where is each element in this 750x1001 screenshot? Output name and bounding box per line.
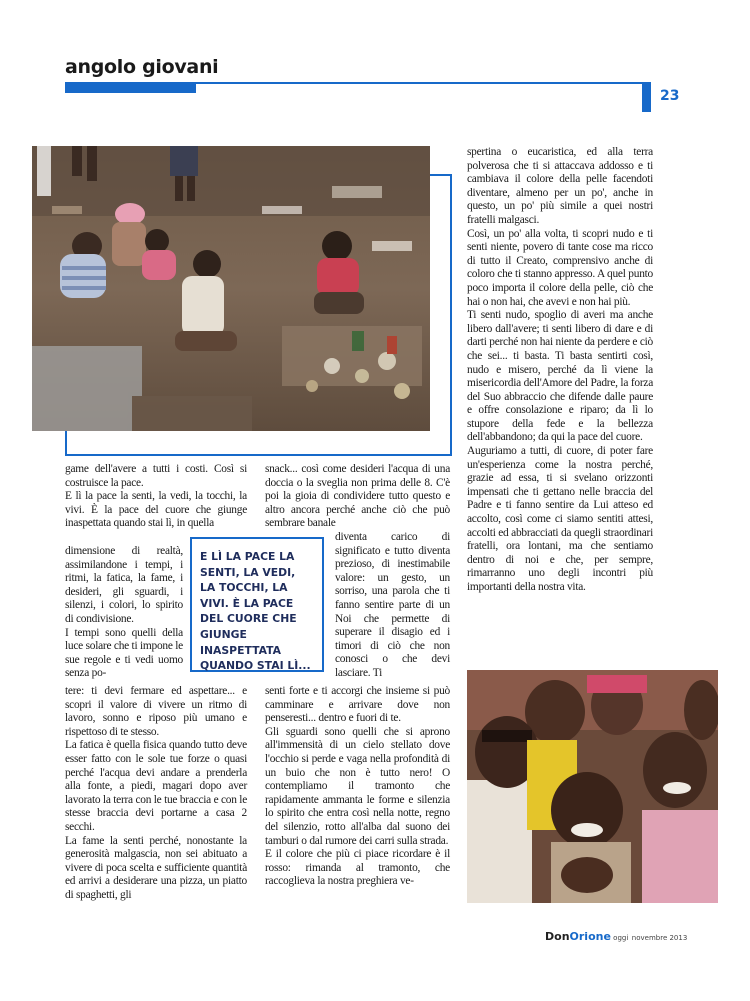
paragraph: game dell'avere a tutti i costi. Così si costruisce la pace.: [65, 463, 247, 489]
section-title: angolo giovani: [65, 56, 219, 78]
paragraph: Ti senti nudo, spoglio di averi ma anche libero dall'avere; ti senti libero di dare e di darti perché non hai niente da perdere e ciò che sei... ti basta. Ti basta sentirti così, nudo e misero, perché da lì viene la misericordia dell'Amore del Padre, la forza del Suo abbraccio che difende dalle paure e offre consolazione e riparo; da lì lo stupore della fede e la bellezza dell'abbandono; da qui la pace del cuore.: [467, 309, 653, 444]
text-column-2-top: [265, 463, 450, 531]
photo-frame-line: [430, 174, 452, 176]
photo-frame-line: [65, 454, 452, 456]
paragraph: La fame la senti perché, nonostante la generosità malgascia, non sei abituato a vivere di poca scelta e sufficiente quantità ed arrivi a desiderare una pizza, un piatto di spaghetti, gli: [65, 834, 247, 901]
children-dump-photo: [32, 146, 430, 431]
paragraph: I tempi sono quelli della luce solare che ti impone le sue regole e ti vedi uomo senza po-: [65, 626, 183, 680]
brand-orione: Orione: [569, 930, 611, 943]
paragraph: snack... così come desideri l'acqua di una doccia o la sveglia non prima delle 8. C'è poi la gioia di condividere tutto questo e altro ancora perché anche ciò che può sembrare banale: [265, 463, 450, 530]
text-column-1-top: [65, 463, 247, 531]
paragraph: spertina o eucaristica, ed alla terra polverosa che ti si attaccava addosso e ti cambiava il colore della pelle facendoti diventare, almeno per un po', anche in questo, un po' più simile a quei nostri fratelli malgasci.: [467, 146, 653, 226]
text-column-3: [467, 146, 653, 595]
page-tab: [642, 82, 651, 112]
photo-frame-line: [65, 430, 67, 456]
paragraph: senti forte e ti accorgi che insieme si può camminare e arrivare dove non penseresti... dentro e fuori di te.: [265, 685, 450, 725]
paragraph: tere: ti devi fermare ed aspettare... e scopri il valore di vivere un ritmo di lavoro, sonno e riposo più umano e rispettoso di te stesso.: [65, 685, 247, 738]
header-rule: [196, 82, 642, 84]
photo-frame-line: [450, 174, 452, 456]
pull-quote: E LÌ LA PACE LA SENTI, LA VEDI, LA TOCCHI, LA VIVI. È LA PACE DEL CUORE CHE GIUNGE INASPETTATA QUANDO STAI LÌ...: [190, 537, 324, 672]
text-column-2-bottom: [265, 685, 450, 889]
paragraph: La fatica è quella fisica quando tutto deve esser fatto con le sole tue forze o quasi perché l'acqua devi andare a prenderla alla fonte, a piedi, magari dopo aver lavorato la terra con le tue braccia e con le stesse braccia devi portarne a casa 2 secchi.: [65, 739, 247, 833]
text-column-1-wrap: [65, 545, 183, 681]
header-accent-bar: [65, 82, 196, 93]
paragraph: E lì la pace la senti, la vedi, la tocchi, la vivi. È la pace del cuore che giunge inaspettata quando stai lì, in quella: [65, 490, 247, 530]
issue-date: novembre 2013: [631, 934, 688, 942]
paragraph: Gli sguardi sono quelli che si aprono all'immensità di un cielo stellato dove l'occhio si perde e vaga nella profondità di un buio che non è tutto nero! O contempliamo il tramonto che rapidamente ammanta le forme e silenzia lo spirito che entra così nella notte, regno del silenzio, rotto all'alba dal suono dei tamburi o dal rumore dei carri sulla strada.: [265, 725, 450, 847]
paragraph: diventa carico di significato e tutto diventa prezioso, di inestimabile valore: un gesto, un sorriso, una parola che ti fanno sentire parte di un Noi che permette di superare il disagio ed i timori di ciò che non conosci o che devi lasciare. Ti: [335, 531, 450, 679]
text-column-2-wrap: [335, 531, 450, 681]
smiling-children-photo: [467, 670, 718, 903]
brand-oggi: oggi: [613, 934, 629, 942]
page-number: 23: [660, 88, 680, 104]
footer-brand: [545, 930, 687, 943]
paragraph: Auguriamo a tutti, di cuore, di poter fare un'esperienza come la nostra perché, grazie ad essa, ti si svelano orizzonti impensati che ti gettano nelle braccia del Padre e ti fanno sentire da Lui atteso ed accolto, così come ci siamo sentiti attesi, accolti ed abbracciati da quegli straordinari fratelli, ora lontani, ma che sentiamo dentro di noi e che, per sempre, rimarranno uno degli incontri più importanti della nostra vita.: [467, 445, 653, 593]
paragraph: E il colore che più ci piace ricordare è il rosso: rimanda al tramonto, che raccoglieva la nostra preghiera ve-: [265, 848, 450, 888]
brand-don: Don: [545, 930, 570, 943]
text-column-1-bottom: [65, 685, 247, 903]
paragraph: Così, un po' alla volta, ti scopri nudo e ti senti niente, povero di tante cose ma ricco di tutto il Creato, comprensivo anche di coloro che ti stanno appresso. A quel punto poco importa il colore della pelle, ciò che hai o non hai, che avevi e non hai più.: [467, 227, 653, 308]
paragraph: dimensione di realtà, assimilandone i tempi, i ritmi, la fatica, la fame, i desideri, gli sguardi, i silenzi, i colori, lo spirito di condivisione.: [65, 545, 183, 625]
